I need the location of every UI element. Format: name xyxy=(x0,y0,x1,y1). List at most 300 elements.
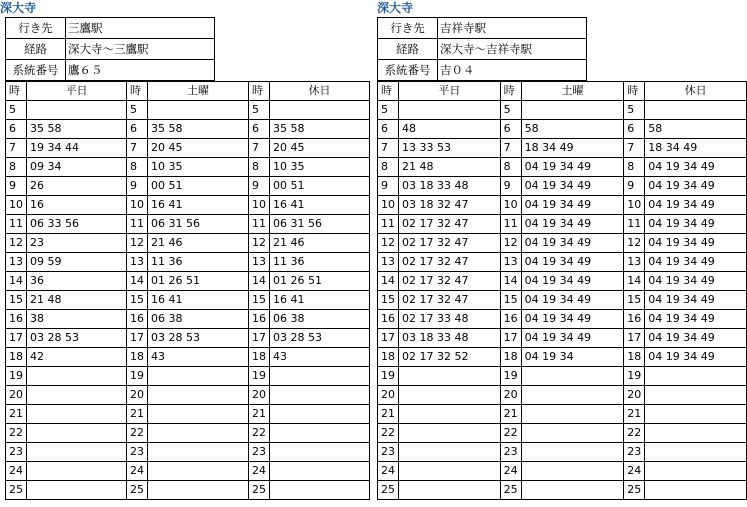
holiday-cell: 35 58 xyxy=(269,120,369,139)
hour-cell: 14 xyxy=(500,272,521,291)
hour-cell: 13 xyxy=(127,253,148,272)
timetable-row xyxy=(6,348,370,367)
holiday-cell xyxy=(645,443,747,462)
saturday-cell: 04 19 34 49 xyxy=(521,177,624,196)
hour-cell: 18 xyxy=(127,348,148,367)
saturday-cell: 04 19 34 49 xyxy=(521,310,624,329)
hour-cell: 25 xyxy=(378,481,399,500)
hour-cell: 22 xyxy=(500,424,521,443)
hour-cell: 6 xyxy=(6,120,27,139)
holiday-cell: 04 19 34 49 xyxy=(645,196,747,215)
hour-cell: 19 xyxy=(248,367,269,386)
hour-cell: 15 xyxy=(127,291,148,310)
timetable-row xyxy=(6,215,370,234)
timetable-header xyxy=(378,82,747,101)
holiday-cell: 18 34 49 xyxy=(645,139,747,158)
weekday-cell xyxy=(27,462,127,481)
weekday-cell: 13 33 53 xyxy=(399,139,501,158)
timetable-row xyxy=(378,310,747,329)
hour-cell: 15 xyxy=(624,291,645,310)
weekday-cell xyxy=(399,443,501,462)
hour-cell: 8 xyxy=(378,158,399,177)
hour-cell: 19 xyxy=(378,367,399,386)
hour-cell: 16 xyxy=(6,310,27,329)
timetable-row xyxy=(378,120,747,139)
saturday-cell: 10 35 xyxy=(148,158,249,177)
hour-cell: 8 xyxy=(500,158,521,177)
holiday-cell: 10 35 xyxy=(269,158,369,177)
timetable-row xyxy=(378,158,747,177)
hour-cell: 16 xyxy=(127,310,148,329)
weekday-cell xyxy=(399,424,501,443)
hour-cell: 16 xyxy=(378,310,399,329)
hour-cell: 7 xyxy=(624,139,645,158)
hour-cell: 8 xyxy=(127,158,148,177)
holiday-cell: 58 xyxy=(645,120,747,139)
weekday-cell xyxy=(399,462,501,481)
weekday-cell: 03 18 33 48 xyxy=(399,329,501,348)
weekday-cell xyxy=(27,443,127,462)
hour-cell: 19 xyxy=(500,367,521,386)
hour-cell: 23 xyxy=(127,443,148,462)
hour-cell: 11 xyxy=(624,215,645,234)
hour-cell: 17 xyxy=(378,329,399,348)
holiday-cell xyxy=(269,101,369,120)
hour-cell: 7 xyxy=(6,139,27,158)
hour-cell: 20 xyxy=(248,386,269,405)
hour-cell: 16 xyxy=(248,310,269,329)
hour-cell: 15 xyxy=(378,291,399,310)
hour-cell: 10 xyxy=(378,196,399,215)
info-value: 鷹６５ xyxy=(66,60,215,81)
hour-cell: 21 xyxy=(378,405,399,424)
hour-cell: 14 xyxy=(248,272,269,291)
holiday-cell xyxy=(269,367,369,386)
timetable-row xyxy=(378,329,747,348)
weekday-cell: 03 28 53 xyxy=(27,329,127,348)
hour-cell: 11 xyxy=(248,215,269,234)
hour-cell: 5 xyxy=(500,101,521,120)
hour-cell: 13 xyxy=(378,253,399,272)
holiday-cell xyxy=(269,424,369,443)
saturday-cell: 04 19 34 49 xyxy=(521,196,624,215)
hour-cell: 18 xyxy=(624,348,645,367)
hour-cell: 10 xyxy=(6,196,27,215)
weekday-cell xyxy=(27,101,127,120)
saturday-cell xyxy=(148,443,249,462)
holiday-cell xyxy=(645,405,747,424)
info-key: 経路 xyxy=(6,39,66,60)
timetable-row xyxy=(378,196,747,215)
holiday-cell: 04 19 34 49 xyxy=(645,329,747,348)
holiday-cell: 21 46 xyxy=(269,234,369,253)
holiday-cell xyxy=(269,443,369,462)
info-value: 深大寺～三鷹駅 xyxy=(66,39,215,60)
weekday-cell: 09 59 xyxy=(27,253,127,272)
hour-cell: 19 xyxy=(127,367,148,386)
info-value: 吉祥寺駅 xyxy=(438,18,587,39)
hour-cell: 17 xyxy=(624,329,645,348)
hour-cell: 9 xyxy=(500,177,521,196)
timetable-row xyxy=(6,158,370,177)
timetable-body xyxy=(378,101,747,500)
saturday-cell: 04 19 34 49 xyxy=(521,234,624,253)
weekday-cell: 35 58 xyxy=(27,120,127,139)
info-key: 系統番号 xyxy=(378,60,438,81)
hour-cell: 25 xyxy=(500,481,521,500)
timetable-row xyxy=(6,272,370,291)
hour-cell: 10 xyxy=(624,196,645,215)
weekday-cell xyxy=(27,367,127,386)
weekday-cell: 03 18 32 47 xyxy=(399,196,501,215)
saturday-cell xyxy=(521,101,624,120)
timetable-row xyxy=(6,234,370,253)
weekday-cell: 02 17 32 52 xyxy=(399,348,501,367)
timetable-row xyxy=(378,348,747,367)
info-key: 行き先 xyxy=(378,18,438,39)
weekday-cell: 23 xyxy=(27,234,127,253)
saturday-cell: 04 19 34 49 xyxy=(521,215,624,234)
header-hour: 時 xyxy=(378,82,399,101)
weekday-cell: 09 34 xyxy=(27,158,127,177)
saturday-cell xyxy=(148,462,249,481)
hour-cell: 25 xyxy=(248,481,269,500)
saturday-cell: 11 36 xyxy=(148,253,249,272)
saturday-cell xyxy=(148,386,249,405)
holiday-cell: 04 19 34 49 xyxy=(645,177,747,196)
header-hour: 時 xyxy=(500,82,521,101)
hour-cell: 12 xyxy=(378,234,399,253)
timetable-row xyxy=(6,405,370,424)
hour-cell: 20 xyxy=(378,386,399,405)
holiday-cell: 04 19 34 49 xyxy=(645,234,747,253)
hour-cell: 10 xyxy=(500,196,521,215)
hour-cell: 9 xyxy=(248,177,269,196)
route-info-table xyxy=(5,17,215,81)
hour-cell: 17 xyxy=(6,329,27,348)
timetable-row xyxy=(6,329,370,348)
holiday-cell xyxy=(645,462,747,481)
info-key: 系統番号 xyxy=(6,60,66,81)
timetable-row xyxy=(378,443,747,462)
hour-cell: 16 xyxy=(624,310,645,329)
holiday-cell xyxy=(269,405,369,424)
hour-cell: 23 xyxy=(6,443,27,462)
info-row-route xyxy=(378,39,587,60)
hour-cell: 20 xyxy=(500,386,521,405)
hour-cell: 17 xyxy=(500,329,521,348)
hour-cell: 19 xyxy=(624,367,645,386)
header-hour: 時 xyxy=(248,82,269,101)
timetable-row xyxy=(6,443,370,462)
saturday-cell: 16 41 xyxy=(148,196,249,215)
header-weekday: 平日 xyxy=(399,82,501,101)
timetable-row xyxy=(6,196,370,215)
timetable-row xyxy=(6,310,370,329)
stop-name: 深大寺 xyxy=(377,1,414,15)
weekday-cell xyxy=(27,424,127,443)
saturday-cell: 01 26 51 xyxy=(148,272,249,291)
weekday-cell: 02 17 32 47 xyxy=(399,272,501,291)
saturday-cell xyxy=(521,462,624,481)
saturday-cell xyxy=(148,367,249,386)
saturday-cell xyxy=(148,424,249,443)
hour-cell: 8 xyxy=(6,158,27,177)
hour-cell: 21 xyxy=(500,405,521,424)
info-value: 吉０４ xyxy=(438,60,587,81)
saturday-cell: 04 19 34 xyxy=(521,348,624,367)
hour-cell: 14 xyxy=(378,272,399,291)
header-hour: 時 xyxy=(6,82,27,101)
weekday-cell: 21 48 xyxy=(27,291,127,310)
timetable-row xyxy=(378,462,747,481)
hour-cell: 21 xyxy=(127,405,148,424)
weekday-cell: 36 xyxy=(27,272,127,291)
holiday-cell: 01 26 51 xyxy=(269,272,369,291)
holiday-cell: 04 19 34 49 xyxy=(645,158,747,177)
holiday-cell xyxy=(269,386,369,405)
weekday-cell: 03 18 33 48 xyxy=(399,177,501,196)
holiday-cell: 00 51 xyxy=(269,177,369,196)
hour-cell: 24 xyxy=(500,462,521,481)
timetable-row xyxy=(6,253,370,272)
timetable-row xyxy=(6,424,370,443)
holiday-cell: 11 36 xyxy=(269,253,369,272)
holiday-cell: 04 19 34 49 xyxy=(645,310,747,329)
holiday-cell: 43 xyxy=(269,348,369,367)
hour-cell: 20 xyxy=(6,386,27,405)
hour-cell: 23 xyxy=(624,443,645,462)
info-row-destination xyxy=(6,18,215,39)
hour-cell: 24 xyxy=(624,462,645,481)
hour-cell: 24 xyxy=(248,462,269,481)
hour-cell: 6 xyxy=(248,120,269,139)
hour-cell: 13 xyxy=(248,253,269,272)
weekday-cell xyxy=(399,386,501,405)
timetable-row xyxy=(378,405,747,424)
hour-cell: 18 xyxy=(6,348,27,367)
hour-cell: 11 xyxy=(6,215,27,234)
holiday-cell xyxy=(645,424,747,443)
timetable-row xyxy=(6,462,370,481)
saturday-cell: 58 xyxy=(521,120,624,139)
hour-cell: 25 xyxy=(6,481,27,500)
hour-cell: 23 xyxy=(378,443,399,462)
info-row-route-number xyxy=(378,60,587,81)
header-holiday: 休日 xyxy=(269,82,369,101)
info-row-destination xyxy=(378,18,587,39)
hour-cell: 15 xyxy=(6,291,27,310)
hour-cell: 8 xyxy=(248,158,269,177)
weekday-cell: 02 17 32 47 xyxy=(399,234,501,253)
saturday-cell: 04 19 34 49 xyxy=(521,291,624,310)
holiday-cell: 04 19 34 49 xyxy=(645,253,747,272)
hour-cell: 19 xyxy=(6,367,27,386)
timetable xyxy=(377,81,747,500)
saturday-cell: 18 34 49 xyxy=(521,139,624,158)
hour-cell: 12 xyxy=(500,234,521,253)
hour-cell: 23 xyxy=(500,443,521,462)
timetable-body xyxy=(6,101,370,500)
hour-cell: 24 xyxy=(378,462,399,481)
hour-cell: 14 xyxy=(624,272,645,291)
header-hour: 時 xyxy=(624,82,645,101)
hour-cell: 10 xyxy=(248,196,269,215)
hour-cell: 6 xyxy=(378,120,399,139)
info-key: 経路 xyxy=(378,39,438,60)
timetable-row xyxy=(378,386,747,405)
timetable-header xyxy=(6,82,370,101)
weekday-cell xyxy=(27,481,127,500)
timetable-panel-kichijoji xyxy=(372,0,747,507)
hour-cell: 20 xyxy=(127,386,148,405)
hour-cell: 13 xyxy=(500,253,521,272)
hour-cell: 11 xyxy=(500,215,521,234)
timetable-row xyxy=(6,177,370,196)
holiday-cell xyxy=(269,462,369,481)
saturday-cell: 35 58 xyxy=(148,120,249,139)
saturday-cell: 04 19 34 49 xyxy=(521,158,624,177)
hour-cell: 14 xyxy=(127,272,148,291)
hour-cell: 6 xyxy=(624,120,645,139)
timetable-row xyxy=(6,386,370,405)
hour-cell: 22 xyxy=(6,424,27,443)
hour-cell: 5 xyxy=(378,101,399,120)
saturday-cell: 06 38 xyxy=(148,310,249,329)
holiday-cell xyxy=(645,386,747,405)
hour-cell: 22 xyxy=(378,424,399,443)
hour-cell: 5 xyxy=(248,101,269,120)
saturday-cell: 00 51 xyxy=(148,177,249,196)
hour-cell: 13 xyxy=(624,253,645,272)
header-saturday: 土曜 xyxy=(148,82,249,101)
weekday-cell: 48 xyxy=(399,120,501,139)
saturday-cell xyxy=(148,405,249,424)
hour-cell: 22 xyxy=(248,424,269,443)
timetable-row xyxy=(378,253,747,272)
header-weekday: 平日 xyxy=(27,82,127,101)
weekday-cell: 06 33 56 xyxy=(27,215,127,234)
hour-cell: 9 xyxy=(6,177,27,196)
saturday-cell xyxy=(521,405,624,424)
timetable-row xyxy=(378,272,747,291)
weekday-cell: 02 17 32 47 xyxy=(399,253,501,272)
hour-cell: 24 xyxy=(127,462,148,481)
hour-cell: 21 xyxy=(6,405,27,424)
holiday-cell: 06 38 xyxy=(269,310,369,329)
timetable-row xyxy=(378,139,747,158)
hour-cell: 12 xyxy=(6,234,27,253)
saturday-cell xyxy=(521,443,624,462)
holiday-cell: 04 19 34 49 xyxy=(645,272,747,291)
hour-cell: 25 xyxy=(624,481,645,500)
timetable-row xyxy=(6,101,370,120)
hour-cell: 21 xyxy=(248,405,269,424)
saturday-cell: 21 46 xyxy=(148,234,249,253)
hour-cell: 9 xyxy=(127,177,148,196)
hour-cell: 23 xyxy=(248,443,269,462)
holiday-cell: 04 19 34 49 xyxy=(645,348,747,367)
info-row-route-number xyxy=(6,60,215,81)
hour-cell: 9 xyxy=(378,177,399,196)
weekday-cell xyxy=(27,386,127,405)
saturday-cell xyxy=(521,481,624,500)
info-row-route xyxy=(6,39,215,60)
holiday-cell xyxy=(269,481,369,500)
weekday-cell xyxy=(399,405,501,424)
hour-cell: 12 xyxy=(127,234,148,253)
weekday-cell: 19 34 44 xyxy=(27,139,127,158)
holiday-cell: 03 28 53 xyxy=(269,329,369,348)
weekday-cell xyxy=(27,405,127,424)
holiday-cell: 04 19 34 49 xyxy=(645,215,747,234)
hour-cell: 12 xyxy=(624,234,645,253)
hour-cell: 21 xyxy=(624,405,645,424)
hour-cell: 18 xyxy=(500,348,521,367)
timetable-row xyxy=(378,424,747,443)
hour-cell: 5 xyxy=(6,101,27,120)
weekday-cell: 02 17 33 48 xyxy=(399,310,501,329)
hour-cell: 11 xyxy=(127,215,148,234)
saturday-cell: 03 28 53 xyxy=(148,329,249,348)
saturday-cell xyxy=(148,481,249,500)
hour-cell: 20 xyxy=(624,386,645,405)
timetable-row xyxy=(378,234,747,253)
header-hour: 時 xyxy=(127,82,148,101)
hour-cell: 15 xyxy=(500,291,521,310)
info-value: 三鷹駅 xyxy=(66,18,215,39)
hour-cell: 18 xyxy=(248,348,269,367)
holiday-cell: 16 41 xyxy=(269,291,369,310)
saturday-cell: 04 19 34 49 xyxy=(521,329,624,348)
hour-cell: 7 xyxy=(500,139,521,158)
weekday-cell xyxy=(399,481,501,500)
weekday-cell: 16 xyxy=(27,196,127,215)
saturday-cell: 04 19 34 49 xyxy=(521,253,624,272)
hour-cell: 22 xyxy=(127,424,148,443)
holiday-cell: 06 31 56 xyxy=(269,215,369,234)
info-value: 深大寺～吉祥寺駅 xyxy=(438,39,587,60)
hour-cell: 25 xyxy=(127,481,148,500)
hour-cell: 17 xyxy=(248,329,269,348)
timetable-row xyxy=(6,367,370,386)
timetable-row xyxy=(6,120,370,139)
saturday-cell xyxy=(521,367,624,386)
hour-cell: 11 xyxy=(378,215,399,234)
hour-cell: 22 xyxy=(624,424,645,443)
header-holiday: 休日 xyxy=(645,82,747,101)
holiday-cell xyxy=(645,367,747,386)
holiday-cell: 16 41 xyxy=(269,196,369,215)
timetable-row xyxy=(6,139,370,158)
holiday-cell: 04 19 34 49 xyxy=(645,291,747,310)
hour-cell: 17 xyxy=(127,329,148,348)
timetable-row xyxy=(378,481,747,500)
hour-cell: 12 xyxy=(248,234,269,253)
hour-cell: 24 xyxy=(6,462,27,481)
timetable-row xyxy=(378,291,747,310)
weekday-cell: 02 17 32 47 xyxy=(399,215,501,234)
weekday-cell: 21 48 xyxy=(399,158,501,177)
hour-cell: 5 xyxy=(624,101,645,120)
holiday-cell xyxy=(645,101,747,120)
hour-cell: 13 xyxy=(6,253,27,272)
timetable-row xyxy=(378,177,747,196)
weekday-cell: 02 17 32 47 xyxy=(399,291,501,310)
weekday-cell: 42 xyxy=(27,348,127,367)
saturday-cell: 04 19 34 49 xyxy=(521,272,624,291)
stop-name: 深大寺 xyxy=(0,1,37,15)
